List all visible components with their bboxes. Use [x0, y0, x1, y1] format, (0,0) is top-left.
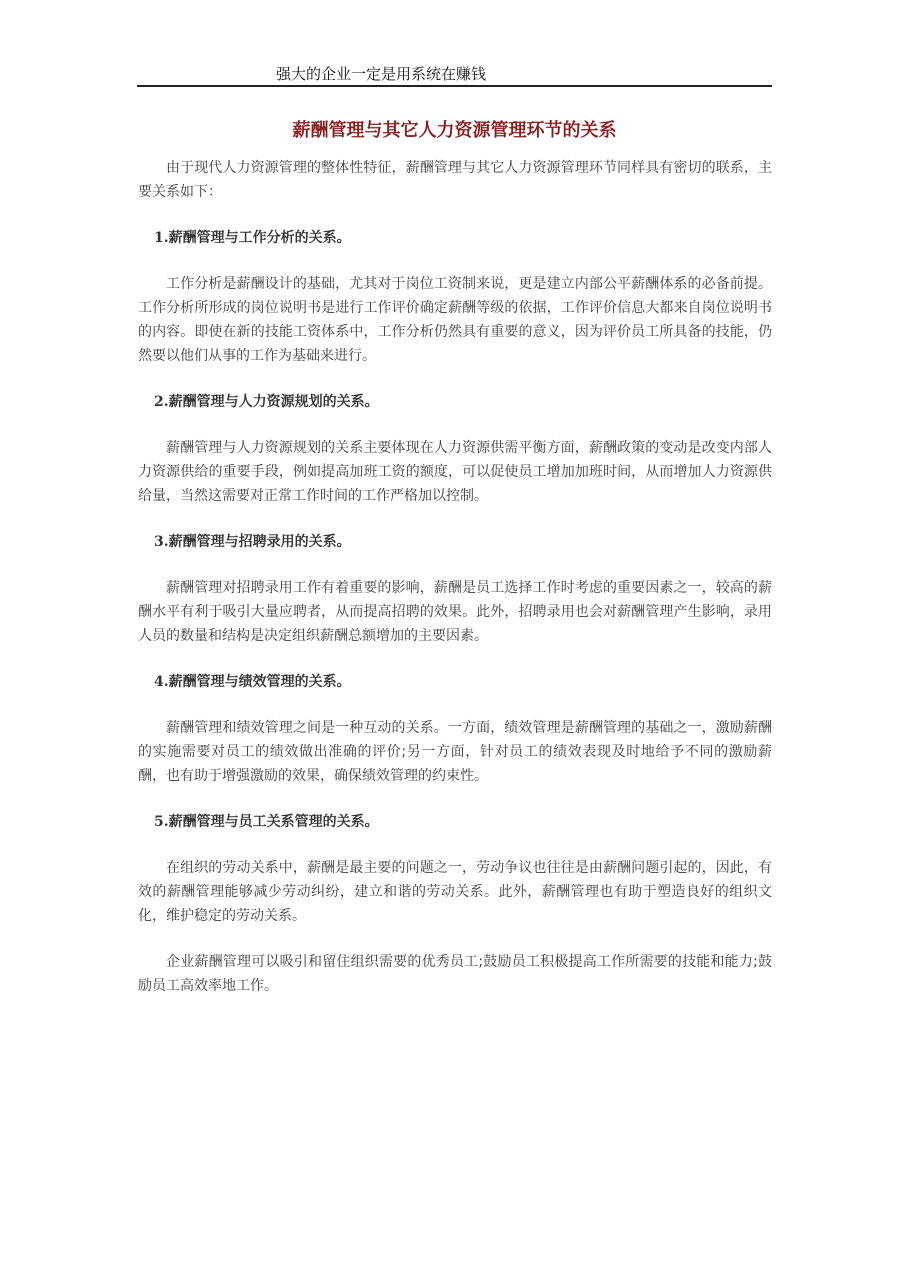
section-heading-2: [138, 390, 772, 414]
section-paragraph-3: 薪酬管理对招聘录用工作有着重要的影响，薪酬是员工选择工作时考虑的重要因素之一，较高的薪酬水平有利于吸引大量应聘者，从而提高招聘的效果。此外，招聘录用也会对薪酬管理产生影响，录用人员的数量和结构是决定组织薪酬总额增加的主要因素。: [138, 580, 772, 644]
running-header: 强大的企业一定是用系统在赚钱: [276, 65, 487, 83]
section-number: 1.: [154, 230, 169, 246]
section-heading-text: 薪酬管理与人力资源规划的关系。: [168, 394, 379, 410]
intro-paragraph: 由于现代人力资源管理的整体性特征，薪酬管理与其它人力资源管理环节同样具有密切的联系，主要关系如下：: [138, 160, 772, 200]
section-heading-text: 薪酬管理与员工关系管理的关系。: [168, 814, 379, 830]
section-heading-text: 薪酬管理与绩效管理的关系。: [168, 674, 351, 690]
section-paragraph-1: 工作分析是薪酬设计的基础，尤其对于岗位工资制来说，更是建立内部公平薪酬体系的必备前提。工作分析所形成的岗位说明书是进行工作评价确定薪酬等级的依据，工作评价信息大都来自岗位说明书的内容。即使在新的技能工资体系中，工作分析仍然具有重要的意义，因为评价员工所具备的技能，仍然要以他们从事的工作为基础来进行。: [138, 276, 772, 364]
section-heading-3: [138, 530, 772, 554]
section-heading-5: [138, 810, 772, 834]
header-rule: [137, 85, 772, 87]
section-heading-1: [138, 226, 772, 250]
section-number: 5.: [154, 814, 169, 830]
section-heading-text: 薪酬管理与招聘录用的关系。: [168, 534, 351, 550]
section-number: 2.: [154, 394, 169, 410]
section-paragraph-5: 在组织的劳动关系中，薪酬是最主要的问题之一，劳动争议也往往是由薪酬问题引起的，因此，有效的薪酬管理能够减少劳动纠纷，建立和谐的劳动关系。此外，薪酬管理也有助于塑造良好的组织文化，维护稳定的劳动关系。: [138, 860, 772, 924]
section-paragraph-2: 薪酬管理与人力资源规划的关系主要体现在人力资源供需平衡方面，薪酬政策的变动是改变内部人力资源供给的重要手段，例如提高加班工资的额度，可以促使员工增加加班时间，从而增加人力资源供给量，当然这需要对正常工作时间的工作严格加以控制。: [138, 440, 772, 504]
closing-paragraph: 企业薪酬管理可以吸引和留住组织需要的优秀员工;鼓励员工积极提高工作所需要的技能和能力;鼓励员工高效率地工作。: [138, 954, 772, 994]
section-number: 3.: [154, 534, 169, 550]
section-paragraph-4: 薪酬管理和绩效管理之间是一种互动的关系。一方面，绩效管理是薪酬管理的基础之一，激励薪酬的实施需要对员工的绩效做出准确的评价;另一方面，针对员工的绩效表现及时地给予不同的激励薪酬，也有助于增强激励的效果，确保绩效管理的约束性。: [138, 720, 772, 784]
document-title: 薪酬管理与其它人力资源管理环节的关系: [292, 120, 617, 141]
section-heading-4: [138, 670, 772, 694]
section-heading-text: 薪酬管理与工作分析的关系。: [168, 230, 351, 246]
section-number: 4.: [154, 674, 169, 690]
document-body: [138, 156, 772, 998]
